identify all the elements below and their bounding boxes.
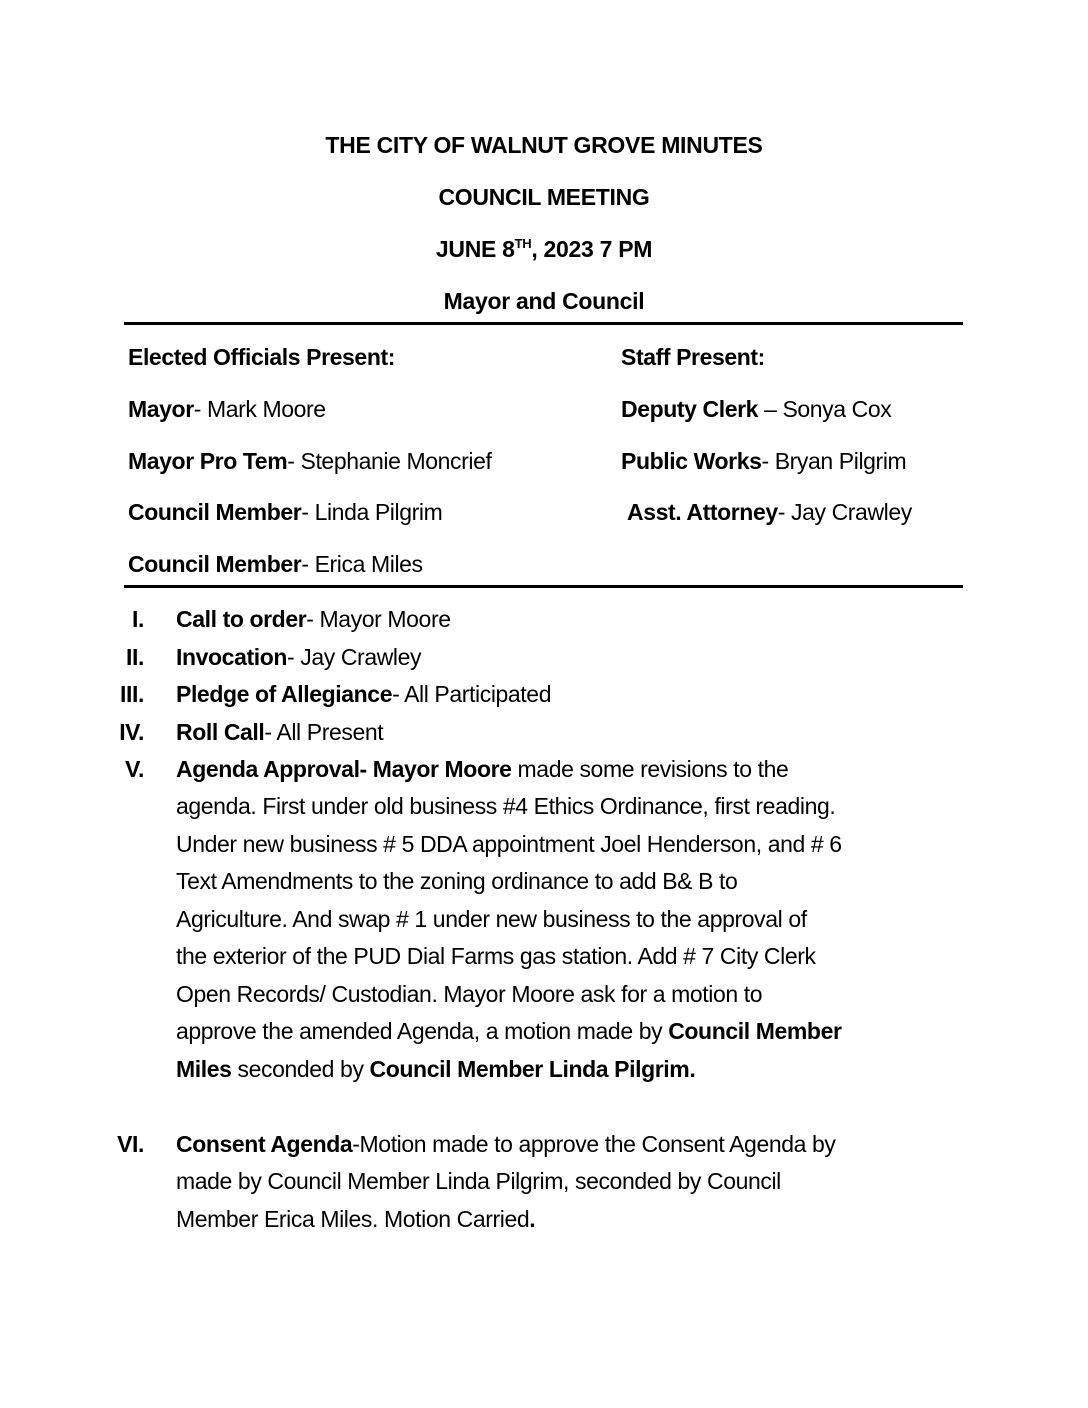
item-number: I.: [132, 606, 144, 632]
item-number: V.: [125, 756, 144, 782]
item-title: Consent Agenda: [176, 1131, 353, 1157]
item-title: Pledge of Allegiance: [176, 681, 393, 707]
document-title: THE CITY OF WALNUT GROVE MINUTES: [325, 132, 763, 158]
meeting-date: JUNE 8TH, 2023 7 PM: [435, 236, 653, 262]
elected-official: Mayor Pro Tem- Stephanie Moncrief: [128, 448, 492, 474]
meeting-type: COUNCIL MEETING: [438, 184, 650, 210]
item-title: Call to order: [176, 606, 307, 632]
staff-heading: Staff Present:: [621, 344, 765, 370]
elected-official: Council Member- Erica Miles: [128, 551, 423, 577]
governing-body: Mayor and Council: [443, 288, 645, 314]
item-title: Invocation: [176, 644, 288, 670]
elected-officials-heading: Elected Officials Present:: [128, 344, 395, 370]
staff-member: Asst. Attorney- Jay Crawley: [627, 499, 912, 525]
elected-official: Council Member- Linda Pilgrim: [128, 499, 443, 525]
document-page: THE CITY OF WALNUT GROVE MINUTES COUNCIL MEETING JUNE 8TH, 2023 7 PM Mayor and Council Elected Officials Present: Staff Present: Mayor- Mark Moore Mayor Pro Tem- Stephanie Moncrief Council Member- Linda Pilgrim Council Member- Erica Miles Deputy Clerk – Sonya Cox Public Works- Bryan Pilgrim Asst. Attorney- Jay Crawley I. Call to order- Mayor Moore II. Invocation- Jay Crawley III. Pledge of Allegiance- All Participated IV. Roll Call- All Present V. Agenda Approval- Mayor Moore made some revisions to the agenda. First under old business #4 Ethics Ordinance, first reading. Under new business # 5 DDA appointment Joel Henderson, and # 6 Text Amendments to the zoning ordinance to add B& B to Agriculture. And swap # 1 under new business to the approval of the exterior of the PUD Dial Farms gas station. Add # 7 City Clerk Open Records/ Custodian. Mayor Moore ask for a motion to approve the amended Agenda, a motion made by Council Member Miles seconded by Council Member Linda Pilgrim. VI. Consent Agenda-Motion made to approve the Consent Agenda by made by Council Member Linda Pilgrim, seconded by Council Member Erica Miles. Motion Carried.: [0, 0, 1088, 1408]
item-title: Agenda Approval- Mayor Moore: [176, 756, 512, 782]
item-title: Roll Call: [176, 719, 265, 745]
item-number: IV.: [119, 719, 144, 745]
staff-member: Public Works- Bryan Pilgrim: [621, 448, 907, 474]
bottom-divider: [124, 585, 963, 588]
item-number: II.: [126, 644, 144, 670]
elected-official: Mayor- Mark Moore: [128, 396, 326, 422]
item-number: VI.: [117, 1131, 144, 1157]
item-number: III.: [120, 681, 144, 707]
top-divider: [124, 322, 963, 325]
staff-member: Deputy Clerk – Sonya Cox: [621, 396, 892, 422]
